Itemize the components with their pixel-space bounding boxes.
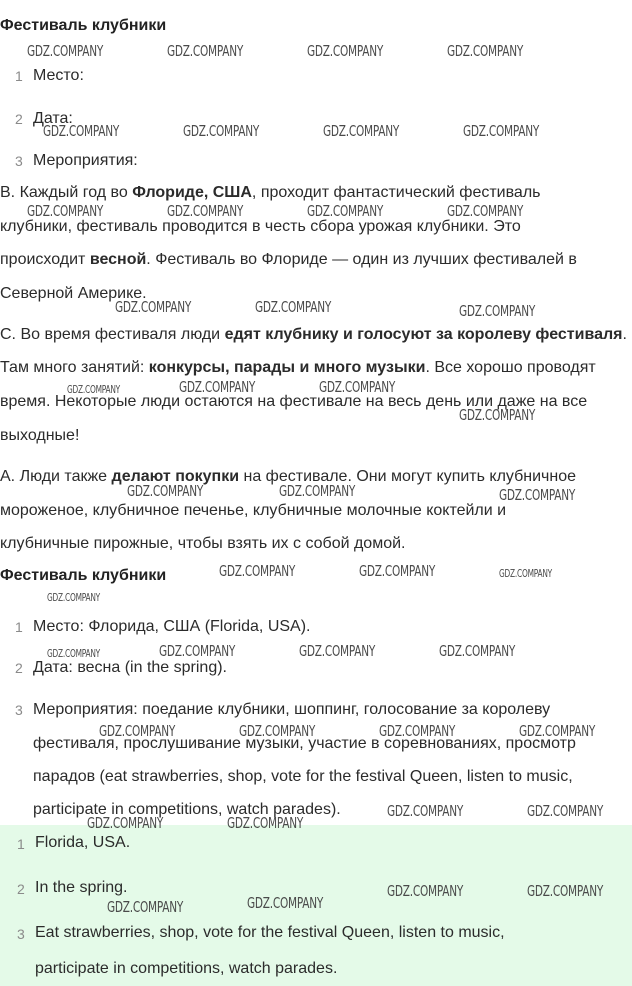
paragraph-c-line: выходные!	[0, 427, 80, 444]
list-item: Мероприятия: поедание клубники, шоппинг, голосование за королеву	[33, 701, 551, 718]
watermark: GDZ.COMPANY	[99, 722, 176, 740]
watermark: GDZ.COMPANY	[87, 814, 164, 832]
watermark: GDZ.COMPANY	[159, 642, 236, 660]
list-item: Дата: весна (in the spring).	[33, 659, 227, 676]
watermark: GDZ.COMPANY	[519, 722, 596, 740]
watermark: GDZ.COMPANY	[459, 406, 536, 424]
watermark: GDZ.COMPANY	[387, 802, 464, 820]
watermark: GDZ.COMPANY	[459, 302, 536, 320]
watermark: GDZ.COMPANY	[179, 378, 256, 396]
watermark: GDZ.COMPANY	[299, 642, 376, 660]
paragraph-b-line: B. Каждый год во Флориде, США, проходит фантастический фестиваль	[0, 184, 541, 201]
list-item: Место: Флорида, США (Florida, USA).	[33, 618, 311, 635]
watermark: GDZ.COMPANY	[115, 298, 192, 316]
watermark: GDZ.COMPANY	[127, 482, 204, 500]
paragraph-a-line: A. Люди также делают покупки на фестивале. Они могут купить клубничное	[0, 468, 577, 485]
paragraph-a-line: мороженое, клубничное печенье, клубничные молочные коктейли и	[0, 502, 507, 519]
paragraph-c-line: Там много занятий: конкурсы, парады и много музыки. Все хорошо проводят	[0, 359, 596, 376]
watermark: GDZ.COMPANY	[307, 42, 384, 60]
paragraph-a-line: клубничные пирожные, чтобы взять их с собой домой.	[0, 535, 406, 552]
list-item: Дата:	[33, 110, 73, 127]
item-number: 2	[15, 111, 23, 127]
answer-item: In the spring.	[35, 879, 128, 896]
watermark: GDZ.COMPANY	[27, 202, 104, 220]
paragraph-c-line: время. Некоторые люди остаются на фестивале на весь день или даже на все	[0, 393, 588, 410]
item-number: 1	[17, 836, 25, 852]
answer-item: participate in competitions, watch parades.	[35, 960, 338, 977]
watermark: GDZ.COMPANY	[319, 378, 396, 396]
list-item: Место:	[33, 67, 84, 84]
watermark: GDZ.COMPANY	[247, 894, 324, 912]
item-number: 1	[15, 619, 23, 635]
list-item: participate in competitions, watch parades).	[33, 801, 341, 818]
item-number: 3	[15, 153, 23, 169]
paragraph-b-line: происходит весной. Фестиваль во Флориде — один из лучших фестивалей в	[0, 251, 577, 268]
watermark: GDZ.COMPANY	[527, 802, 604, 820]
item-number: 1	[15, 68, 23, 84]
watermark: GDZ.COMPANY	[307, 202, 384, 220]
paragraph-b-line: клубники, фестиваль проводится в честь сбора урожая клубники. Это	[0, 218, 521, 235]
watermark: GDZ.COMPANY	[359, 562, 436, 580]
watermark: GDZ.COMPANY	[183, 122, 260, 140]
item-number: 2	[15, 660, 23, 676]
watermark: GDZ.COMPANY	[67, 383, 120, 396]
watermark: GDZ.COMPANY	[499, 567, 552, 580]
watermark: GDZ.COMPANY	[447, 42, 524, 60]
answer-item: Eat strawberries, shop, vote for the festival Queen, listen to music,	[35, 924, 505, 941]
watermark: GDZ.COMPANY	[43, 122, 120, 140]
watermark: GDZ.COMPANY	[27, 42, 104, 60]
watermark: GDZ.COMPANY	[239, 722, 316, 740]
watermark: GDZ.COMPANY	[227, 814, 304, 832]
item-number: 3	[15, 702, 23, 718]
watermark: GDZ.COMPANY	[47, 647, 100, 660]
item-number: 3	[17, 926, 25, 942]
watermark: GDZ.COMPANY	[499, 486, 576, 504]
watermark: GDZ.COMPANY	[167, 202, 244, 220]
watermark: GDZ.COMPANY	[323, 122, 400, 140]
list-item: Мероприятия:	[33, 152, 138, 169]
watermark: GDZ.COMPANY	[255, 298, 332, 316]
answer-item: Florida, USA.	[35, 834, 131, 851]
watermark: GDZ.COMPANY	[463, 122, 540, 140]
watermark: GDZ.COMPANY	[439, 642, 516, 660]
item-number: 2	[17, 881, 25, 897]
paragraph-b-line: Северной Америке.	[0, 285, 147, 302]
watermark: GDZ.COMPANY	[219, 562, 296, 580]
section-title: Фестиваль клубники	[0, 567, 167, 584]
watermark: GDZ.COMPANY	[107, 898, 184, 916]
watermark: GDZ.COMPANY	[387, 882, 464, 900]
watermark: GDZ.COMPANY	[279, 482, 356, 500]
watermark: GDZ.COMPANY	[47, 591, 100, 604]
watermark: GDZ.COMPANY	[527, 882, 604, 900]
section-title: Фестиваль клубники	[0, 17, 167, 34]
watermark: GDZ.COMPANY	[447, 202, 524, 220]
watermark: GDZ.COMPANY	[379, 722, 456, 740]
watermark: GDZ.COMPANY	[167, 42, 244, 60]
list-item: фестиваля, прослушивание музыки, участие в соревнованиях, просмотр	[33, 735, 576, 752]
paragraph-c-line: C. Во время фестиваля люди едят клубнику и голосуют за королеву фестиваля.	[0, 326, 627, 343]
list-item: парадов (eat strawberries, shop, vote for the festival Queen, listen to music,	[33, 768, 573, 785]
